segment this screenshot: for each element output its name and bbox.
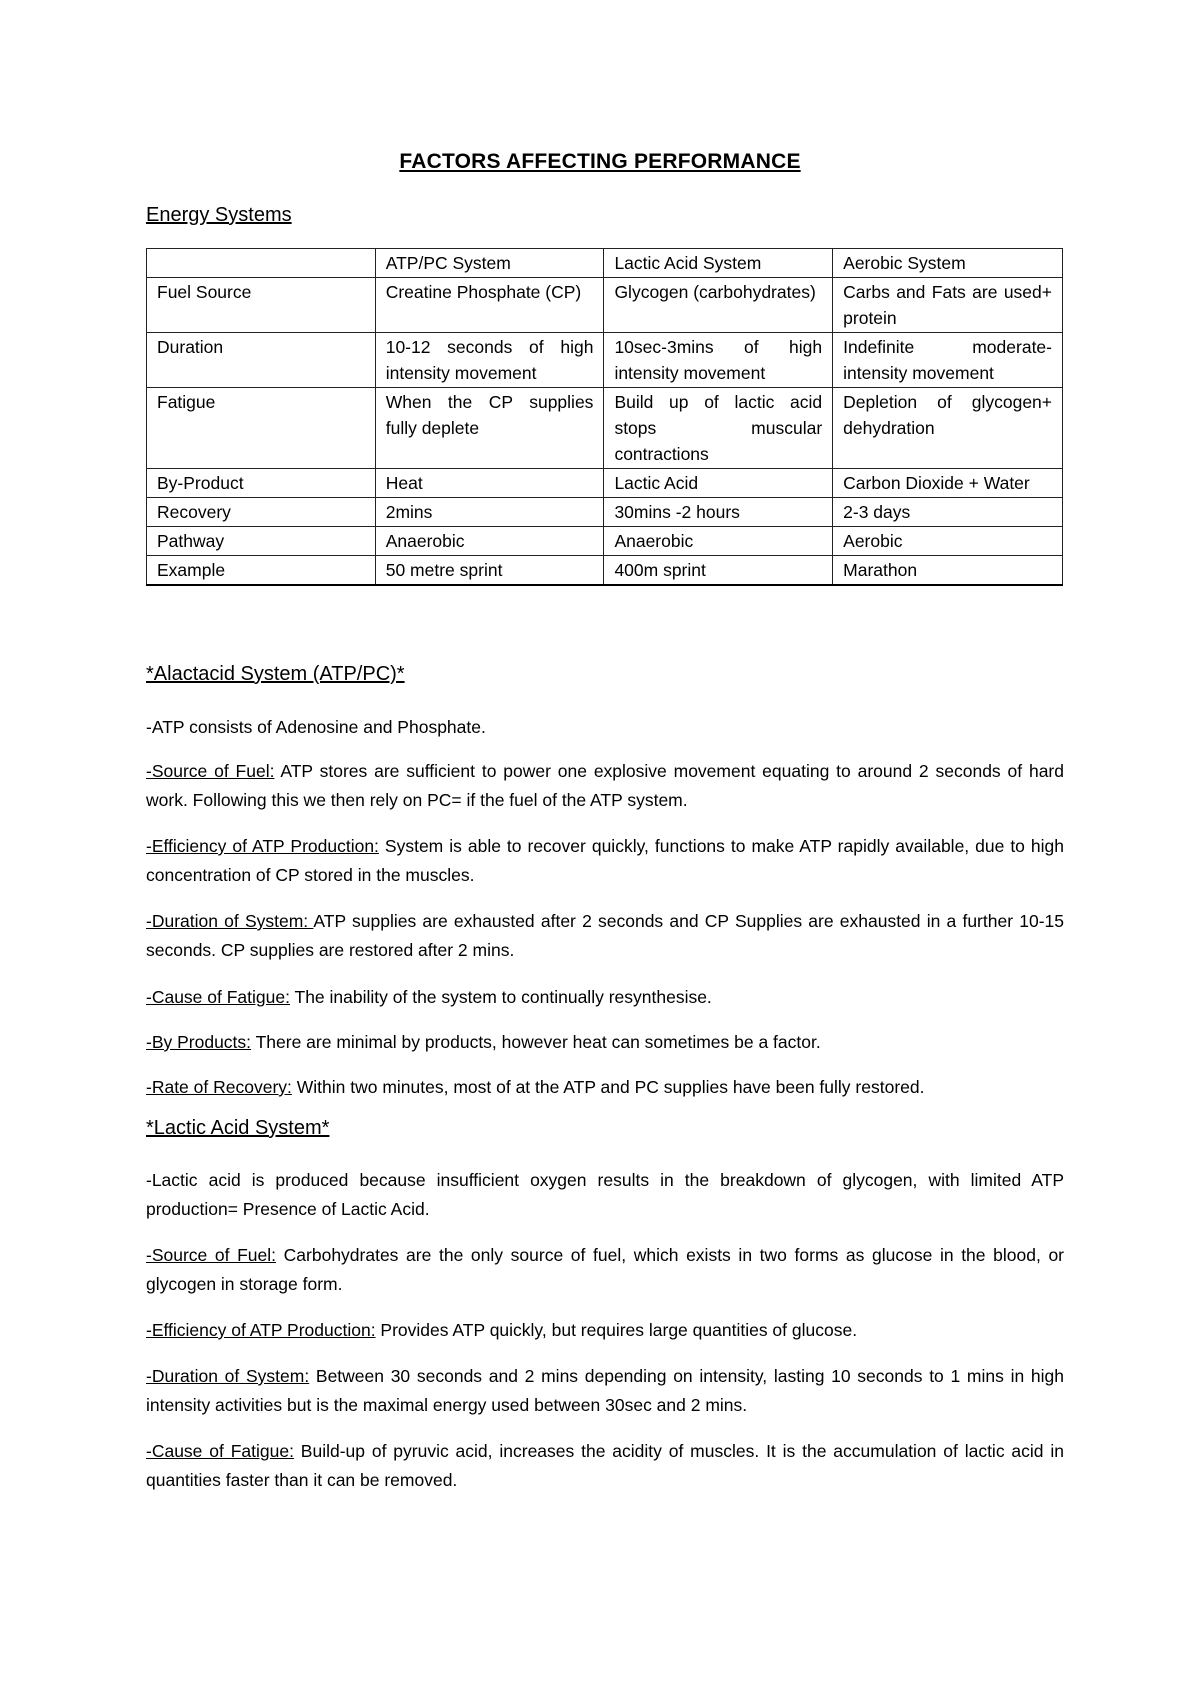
paragraph-text: Provides ATP quickly, but requires large quantities of glucose. [375,1320,858,1340]
table-row [147,498,1063,527]
lactic-duration [146,1362,1064,1420]
table-cell: 400m sprint [604,556,833,586]
table-cell: When the CP supplies fully deplete [375,388,604,469]
table-row [147,333,1063,388]
lactic-intro: -Lactic acid is produced because insufficient oxygen results in the breakdown of glycogen, with limited ATP production= Presence of Lactic Acid. [146,1170,1064,1219]
paragraph-label: -By Products: [146,1032,252,1052]
table-cell: 10-12 seconds of high intensity movement [375,333,604,388]
table-cell: Marathon [833,556,1063,586]
paragraph-label: -Cause of Fatigue: [146,987,290,1007]
paragraph-text: Build-up of pyruvic acid, increases the acidity of muscles. It is the accumulation of lactic acid in quantities faster than it can be removed. [146,1441,1064,1490]
table-row [147,556,1063,586]
paragraph-text: There are minimal by products, however heat can sometimes be a factor. [251,1032,821,1052]
table-cell: Recovery [147,498,376,527]
lactic-efficiency [146,1316,1064,1345]
alactacid-intro: -ATP consists of Adenosine and Phosphate. [146,717,486,737]
paragraph-text: ATP stores are sufficient to power one explosive movement equating to around 2 seconds of hard work. Following this we then rely on PC= if the fuel of the ATP system. [146,761,1064,810]
energy-systems-heading: Energy Systems [146,204,292,226]
paragraph-text: Carbohydrates are the only source of fuel, which exists in two forms as glucose in the blood, or glycogen in storage form. [146,1245,1065,1294]
table-cell: Example [147,556,376,586]
paragraph-label: -Source of Fuel: [146,761,275,781]
energy-systems-table [146,248,1063,586]
table-cell: Build up of lactic acid stops muscular contractions [604,388,833,469]
table-cell: Creatine Phosphate (CP) [375,278,604,333]
table-cell: Aerobic [833,527,1063,556]
table-cell: Anaerobic [604,527,833,556]
alactacid-fatigue [146,983,1064,1012]
table-cell: 30mins -2 hours [604,498,833,527]
paragraph-text: ATP supplies are exhausted after 2 seconds and CP Supplies are exhausted in a further 10-15 seconds. CP supplies are restored after 2 mins. [146,911,1064,960]
table-cell: Fatigue [147,388,376,469]
page-title: FACTORS AFFECTING PERFORMANCE [399,150,801,173]
table-cell: 50 metre sprint [375,556,604,586]
paragraph-label: -Duration of System: [146,911,314,931]
table-header-cell: Lactic Acid System [604,249,833,278]
table-cell: Anaerobic [375,527,604,556]
table-cell: Indefinite moderate-intensity movement [833,333,1063,388]
alactacid-source-of-fuel [146,757,1064,815]
table-cell: Glycogen (carbohydrates) [604,278,833,333]
alactacid-recovery [146,1073,1064,1102]
alactacid-duration [146,907,1064,965]
table-cell: 10sec-3mins of high intensity movement [604,333,833,388]
table-cell: Pathway [147,527,376,556]
table-cell: By-Product [147,469,376,498]
alactacid-efficiency [146,832,1064,890]
table-row [147,527,1063,556]
paragraph-label: -Source of Fuel: [146,1245,277,1265]
table-cell: 2mins [375,498,604,527]
table-header-cell [147,249,376,278]
table-cell: Fuel Source [147,278,376,333]
table-header-row [147,249,1063,278]
paragraph-label: -Efficiency of ATP Production: [146,1320,376,1340]
table-row [147,278,1063,333]
table-cell: Duration [147,333,376,388]
paragraph-label: -Duration of System: [146,1366,310,1386]
table-header-cell: ATP/PC System [375,249,604,278]
table-cell: Depletion of glycogen+ dehydration [833,388,1063,469]
paragraph-label: -Cause of Fatigue: [146,1441,294,1461]
alactacid-heading: *Alactacid System (ATP/PC)* [146,663,405,685]
table-cell: Heat [375,469,604,498]
table-cell: 2-3 days [833,498,1063,527]
table-row [147,388,1063,469]
table-row [147,469,1063,498]
paragraph-label: -Efficiency of ATP Production: [146,836,379,856]
paragraph-text: The inability of the system to continually resynthesise. [289,987,712,1007]
lactic-acid-heading: *Lactic Acid System* [146,1117,330,1139]
paragraph-text: Within two minutes, most of at the ATP and PC supplies have been fully restored. [291,1077,925,1097]
alactacid-by-products [146,1028,1064,1057]
paragraph-text: System is able to recover quickly, functions to make ATP rapidly available, due to high concentration of CP stored in the muscles. [146,836,1064,885]
paragraph-text: Between 30 seconds and 2 mins depending on intensity, lasting 10 seconds to 1 mins in high intensity activities but is the maximal energy used between 30sec and 2 mins. [146,1366,1064,1415]
lactic-fatigue [146,1437,1064,1495]
table-cell: Carbs and Fats are used+ protein [833,278,1063,333]
lactic-source-of-fuel [146,1241,1064,1299]
paragraph-label: -Rate of Recovery: [146,1077,292,1097]
table-cell: Carbon Dioxide + Water [833,469,1063,498]
table-cell: Lactic Acid [604,469,833,498]
table-header-cell: Aerobic System [833,249,1063,278]
